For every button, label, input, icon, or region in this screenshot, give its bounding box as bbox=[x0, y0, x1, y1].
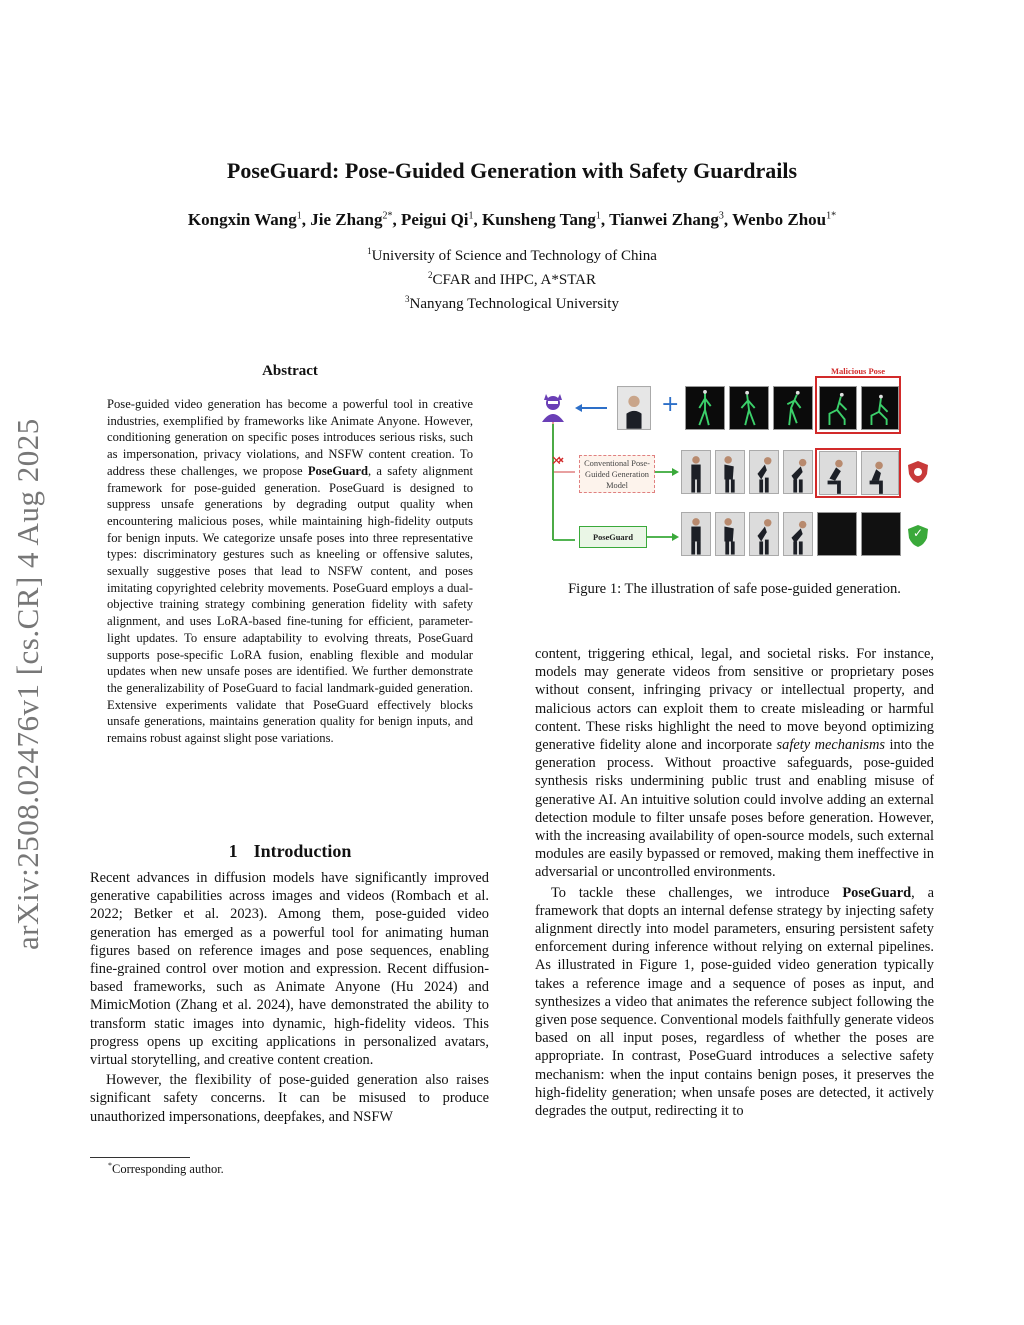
unsafe-output-frame bbox=[861, 451, 899, 495]
degraded-output-frame bbox=[817, 512, 857, 556]
pose-frame bbox=[729, 386, 769, 430]
generated-frame bbox=[715, 512, 745, 556]
author: Kunsheng Tang$^1$ bbox=[482, 210, 601, 229]
affiliation: $^3$Nanyang Technological University bbox=[405, 294, 619, 312]
section-heading: 1 Introduction bbox=[228, 841, 352, 861]
generated-frame bbox=[749, 512, 779, 556]
figure-1 bbox=[535, 362, 935, 562]
plus-icon: + bbox=[661, 392, 680, 417]
footnote: *Corresponding author. bbox=[108, 1161, 224, 1177]
cross-icon: ✕ bbox=[551, 454, 562, 469]
malicious-pose-label: Malicious Pose bbox=[830, 366, 886, 376]
arxiv-id: arXiv:2508.02476v1 [cs.CR] 4 Aug 2025 bbox=[10, 418, 45, 950]
paragraph: To tackle these challenges, we introduce PoseGuard, a framework that dopts an internal defense strategy by injecting safety alignment directly into model parameters, ensuring persistent safety enforcement during inference without relying on external pipelines. As illustrated in Figure 1, pose-guided video generation typically takes a reference image and a sequence of poses as input, and synthesizes a video that animates the reference subject following the given pose sequence. Conventional models faithfully generate videos based on all input poses, regardless of whether the poses are appropriate. In contrast, PoseGuard introduces a selective safety mechanism: when the input contains benign poses, it preserves the high-fidelity generation; when unsafe poses are detected, it actively degrades the output, redirecting it to bbox=[535, 884, 934, 1120]
generated-frame bbox=[783, 450, 813, 494]
degraded-output-frame bbox=[861, 512, 901, 556]
author: Tianwei Zhang$^3$ bbox=[609, 210, 724, 229]
abstract-heading: Abstract bbox=[262, 363, 318, 379]
reference-image bbox=[617, 386, 651, 430]
check-icon: ✓ bbox=[913, 526, 924, 540]
paragraph: However, the flexibility of pose-guided generation also raises significant safety concerns. It can be misused to produce unauthorized impersonations, deepfakes, and NSFW bbox=[90, 1072, 489, 1125]
footnote-rule bbox=[90, 1157, 190, 1158]
paragraph: Recent advances in diffusion models have significantly improved generative capabilities across images and videos (Rombach et al. 2022; Betker et al. 2023). Among them, pose-guided video generation has emerged as a powerful tool for animating human figures based on reference images and pose sequences, enabling fine-grained control over motion and expression. Recent diffusion-based frameworks, such as Animate Anyone (Hu 2024) and MimicMotion (Zhang et al. 2024), have demonstrated the ability to transform static images into dynamic, high-fidelity videos. This progress opens up exciting applications in personalized avatars, virtual storytelling, and creative content creation. bbox=[90, 870, 489, 1069]
generated-frame bbox=[681, 450, 711, 494]
author: Kongxin Wang$^1$ bbox=[187, 210, 302, 229]
poseguard-name: PoseGuard bbox=[307, 463, 369, 478]
arxiv-sidebar bbox=[10, 418, 70, 1010]
malicious-user-icon bbox=[540, 392, 566, 422]
malicious-pose-frame bbox=[861, 386, 899, 430]
author: Wenbo Zhou$^{1*}$ bbox=[732, 210, 837, 229]
pose-frame bbox=[773, 386, 813, 430]
danger-shield-icon bbox=[907, 460, 929, 484]
affiliation: $^2$CFAR and IHPC, A*STAR bbox=[427, 270, 597, 288]
generated-frame bbox=[783, 512, 813, 556]
paper-title: PoseGuard: Pose-Guided Generation with Safety Guardrails bbox=[226, 158, 798, 183]
author-list: Kongxin Wang$^1$, Jie Zhang$^{2*}$, Peigui Qi$^1$, Kunsheng Tang$^1$, Tianwei Zhang$^3$, Wenbo Zhou$^{1*}$ bbox=[187, 210, 837, 229]
affiliation-list bbox=[0, 242, 1024, 314]
conventional-model-box: Conventional Pose-Guided Generation Model bbox=[579, 455, 655, 493]
right-column-body bbox=[535, 645, 934, 1120]
generated-frame bbox=[681, 512, 711, 556]
pose-frame bbox=[685, 386, 725, 430]
unsafe-output-frame bbox=[819, 451, 857, 495]
author: Peigui Qi$^1$ bbox=[401, 210, 474, 229]
affiliation: $^1$University of Science and Technology of China bbox=[367, 246, 657, 264]
generated-frame bbox=[749, 450, 779, 494]
left-column-body bbox=[90, 869, 489, 1126]
abstract-text: Pose-guided video generation has become a powerful tool in creative industries, exemplified by frameworks like Animate Anyone. However, conditioning generation on specific poses introduces serious risks, such as impersonation, privacy violations, and NSFW content creation. To address these challenges, we propose PoseGuard, a safety alignment framework for pose-guided generation. PoseGuard is designed to suppress unsafe generations by degrading output quality when encountering malicious poses, while maintaining high-fidelity outputs for benign inputs. We categorize unsafe poses into three representative types: discriminatory gestures such as kneeling or offensive salutes, sexually suggestive poses that lead to NSFW content, and poses imitating copyrighted celebrity movements. PoseGuard employs a dual-objective training strategy combining generation fidelity with safety alignment, and uses LoRA-based fine-tuning for efficient, parameter-light updates. To ensure adaptability to evolving threats, PoseGuard supports pose-specific LoRA fusion, enabling flexible and modular updates when new unsafe poses are identified. We further demonstrate the generalizability of PoseGuard to facial landmark-guided generation. Extensive experiments validate that PoseGuard effectively blocks unsafe generations, maintains generation quality for benign inputs, and remains robust against slight pose variations. bbox=[107, 397, 473, 746]
author: Jie Zhang$^{2*}$ bbox=[310, 210, 393, 229]
figure-caption: Figure 1: The illustration of safe pose-guided generation. bbox=[568, 581, 901, 597]
paragraph: content, triggering ethical, legal, and societal risks. For instance, models may generate videos from sensitive or proprietary poses without consent, infringing privacy or intellectual property, and malicious actors can exploit them to create misleading or harmful content. These risks highlight the need to move beyond optimizing generative fidelity alone and incorporate safety mechanisms into the generation process. Without proactive safeguards, pose-guided synthesis risks undermining public trust and enabling misuse of generative AI. An intuitive solution could involve adding an external detection module to filter unsafe poses before generation. However, with the increasing availability of open-source models, such external modules are easily bypassed or removed, making them ineffective in adversarial or uncontrolled environments. bbox=[535, 646, 934, 881]
poseguard-box: PoseGuard bbox=[579, 526, 647, 548]
malicious-pose-frame bbox=[819, 386, 857, 430]
generated-frame bbox=[715, 450, 745, 494]
